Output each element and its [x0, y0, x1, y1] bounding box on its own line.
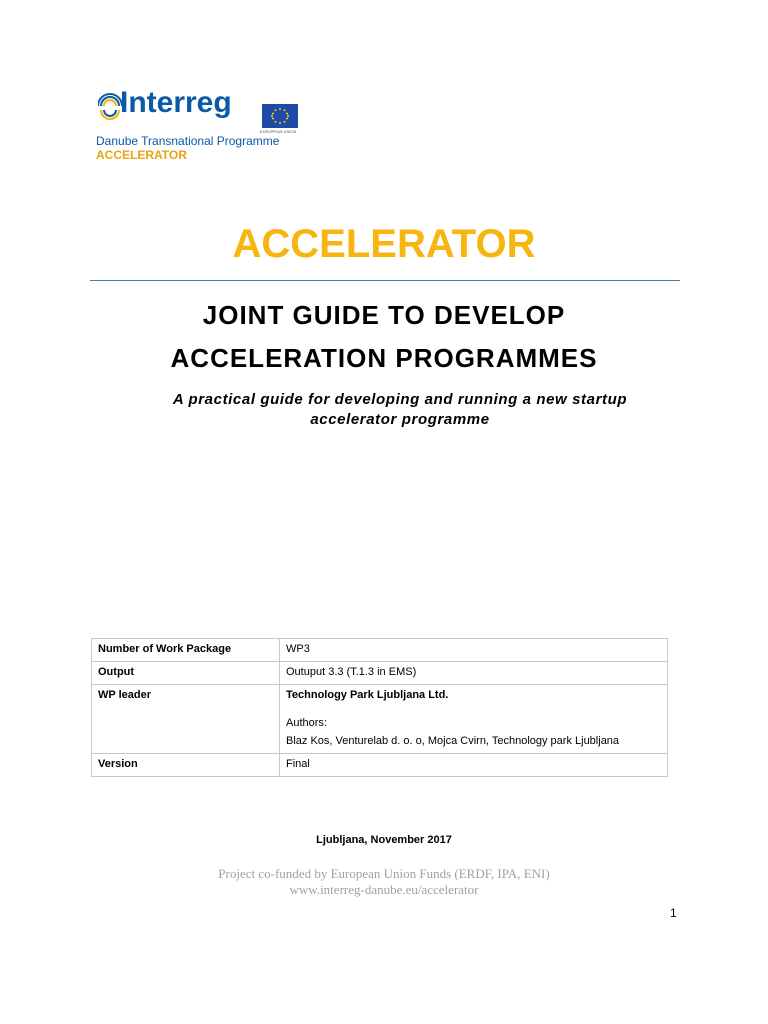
authors-list: Blaz Kos, Venturelab d. o. o, Mojca Cvirn, Technology park Ljubljana [286, 735, 620, 747]
wp-leader-name: Technology Park Ljubljana Ltd. [286, 689, 449, 701]
table-row [92, 662, 668, 685]
row-label: WP leader [92, 685, 280, 754]
document-info-table [91, 638, 668, 777]
funding-line: Project co-funded by European Union Funds (ERDF, IPA, ENI) [218, 866, 550, 881]
subtitle-line-2: ACCELERATION PROGRAMMES [170, 343, 598, 373]
logo-wordmark: Interreg [120, 86, 232, 119]
logo-programme: Danube Transnational Programme [96, 134, 280, 148]
authors-label: Authors: [286, 717, 327, 729]
tagline: A practical guide for developing and running a new startup accelerator programme [172, 391, 628, 428]
table-row [92, 685, 668, 754]
row-label: Version [92, 754, 280, 777]
row-value: Final [280, 754, 668, 777]
spacer [286, 702, 661, 716]
row-value: WP3 [280, 639, 668, 662]
row-value: Outuput 3.3 (T.1.3 in EMS) [280, 662, 668, 685]
page-number: 1 [670, 906, 677, 920]
table-row [92, 639, 668, 662]
subtitle-line-1: JOINT GUIDE TO DEVELOP [202, 300, 566, 330]
row-value-group [280, 685, 668, 754]
eu-flag-caption: EUROPEAN UNION [260, 129, 297, 134]
eu-flag-icon [262, 104, 298, 128]
title-divider [90, 280, 680, 281]
row-label: Number of Work Package [92, 639, 280, 662]
funding-note [0, 866, 768, 898]
interreg-logo [96, 86, 310, 166]
document-title: ACCELERATOR [232, 222, 536, 266]
project-url: www.interreg-danube.eu/accelerator [289, 882, 479, 897]
logo-project: ACCELERATOR [96, 148, 187, 162]
place-and-date: Ljubljana, November 2017 [316, 834, 452, 846]
row-label: Output [92, 662, 280, 685]
table-row [92, 754, 668, 777]
